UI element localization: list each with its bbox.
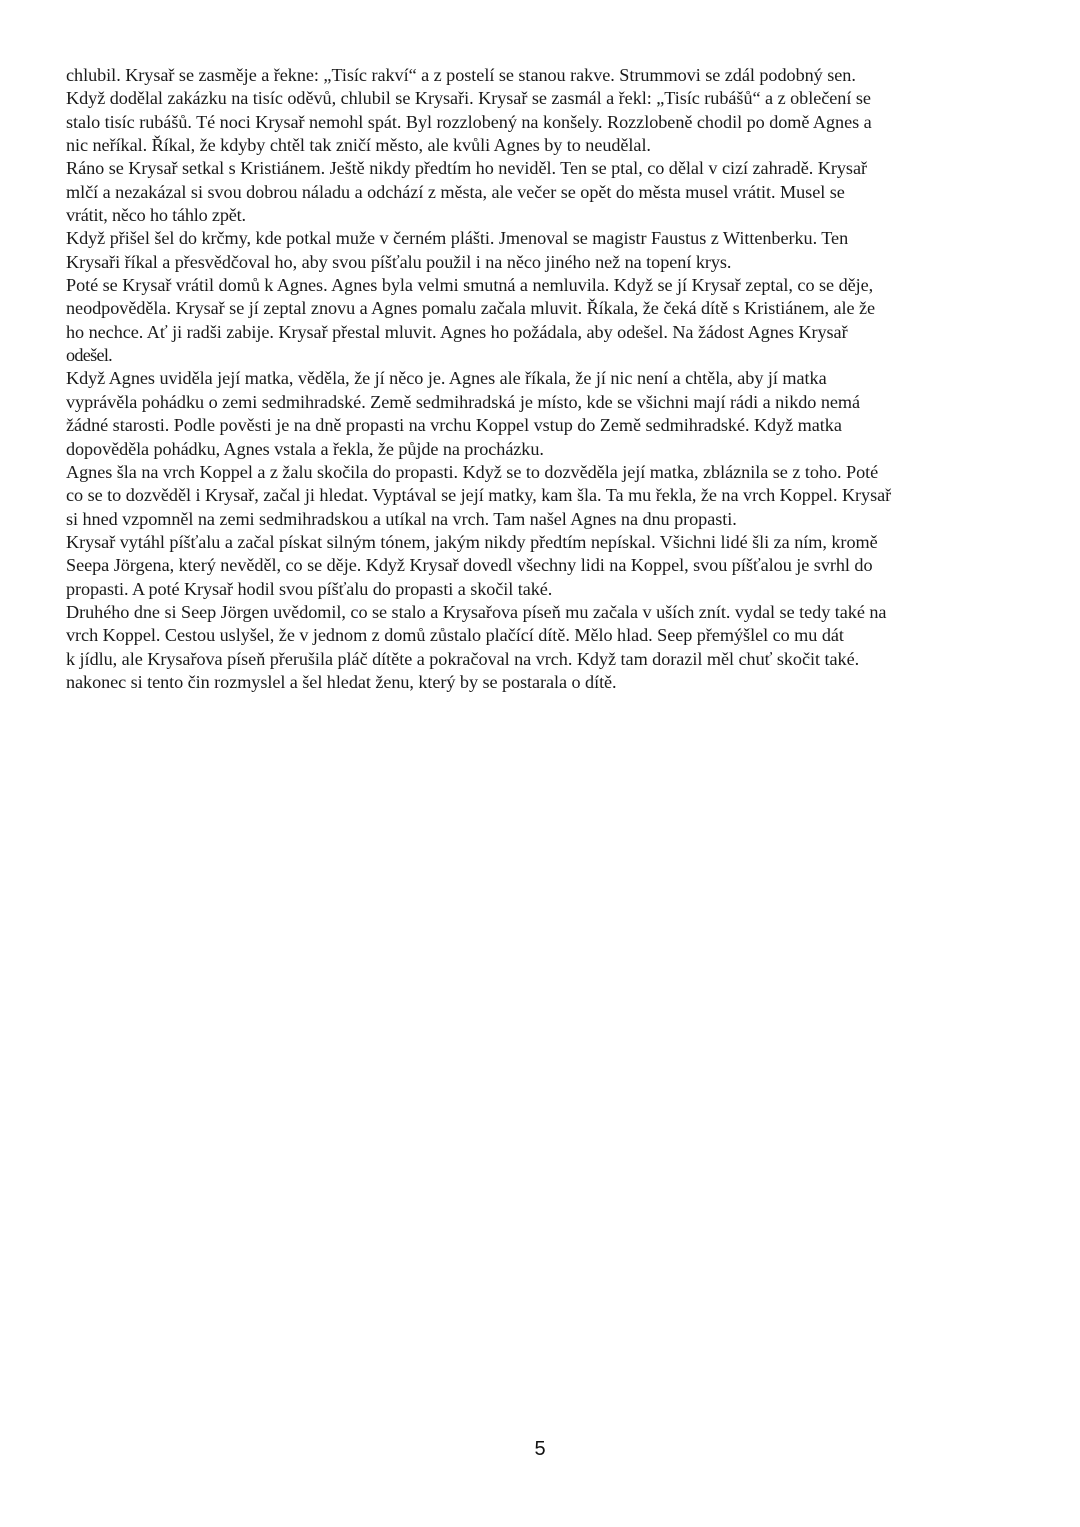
text-line: Když Agnes uviděla její matka, věděla, že jí něco je. Agnes ale říkala, že jí nic není a chtěla, aby jí matka <box>66 368 827 389</box>
text-line: ho nechce. Ať ji radši zabije. Krysař přestal mluvit. Agnes ho požádala, aby odešel. Na žádost Agnes Krysař <box>66 321 848 342</box>
text-line: Druhého dne si Seep Jörgen uvědomil, co se stalo a Krysařova píseň mu začala v uších znít. vydal se tedy také na <box>66 601 887 622</box>
document-body <box>66 64 1026 694</box>
text-line: vrátit, něco ho táhlo zpět. <box>66 205 246 226</box>
text-line: nic neříkal. Říkal, že kdyby chtěl tak zničí město, ale kvůli Agnes by to neudělal. <box>66 135 651 156</box>
text-line: neodpověděla. Krysař se jí zeptal znovu a Agnes pomalu začala mluvit. Říkala, že čeká dítě s Kristiánem, ale že <box>66 298 876 319</box>
text-line: odešel. <box>66 345 113 366</box>
text-line: mlčí a nezakázal si svou dobrou náladu a odchází z města, ale večer se opět do města musel vrátit. Musel se <box>66 181 845 202</box>
text-line: chlubil. Krysař se zasměje a řekne: „Tisíc rakví“ a z postelí se stanou rakve. Strummovi se zdál podobný sen. <box>66 65 856 85</box>
text-line: Agnes šla na vrch Koppel a z žalu skočila do propasti. Když se to dozvěděla její matka, zbláznila se z toho. Poté <box>66 461 879 482</box>
text-line: Když dodělal zakázku na tisíc oděvů, chlubil se Krysaři. Krysař se zasmál a řekl: „Tisíc rubášů“ a z oblečení se <box>66 88 871 109</box>
text-line: žádné starosti. Podle pověsti je na dně propasti na vrchu Koppel vstup do Země sedmihradské. Když matka <box>66 415 842 436</box>
text-line: vrch Koppel. Cestou uslyšel, že v jednom z domů zůstalo plačící dítě. Mělo hlad. Seep přemýšlel co mu dát <box>66 625 844 646</box>
text-line: Krysař vytáhl píšťalu a začal pískat silným tónem, jakým nikdy předtím nepískal. Všichni lidé šli za ním, kromě <box>66 531 878 552</box>
text-line: Ráno se Krysař setkal s Kristiánem. Ještě nikdy předtím ho neviděl. Ten se ptal, co dělal v cizí zahradě. Krysař <box>66 158 867 179</box>
text-line: propasti. A poté Krysař hodil svou píšťalu do propasti a skočil také. <box>66 578 553 599</box>
text-line: Krysaři říkal a přesvědčoval ho, aby svou píšťalu použil i na něco jiného než na topení krys. <box>66 251 732 272</box>
text-line: Poté se Krysař vrátil domů k Agnes. Agnes byla velmi smutná a nemluvila. Když se jí Krysař zeptal, co se děje, <box>66 275 874 296</box>
text-line: stalo tisíc rubášů. Té noci Krysař nemohl spát. Byl rozzlobený na konšely. Rozzlobeně chodil po domě Agnes a <box>66 111 872 132</box>
text-line: si hned vzpomněl na zemi sedmihradskou a utíkal na vrch. Tam našel Agnes na dnu propasti. <box>66 508 737 529</box>
page-number: 5 <box>534 1438 546 1460</box>
text-line: Seepa Jörgena, který nevěděl, co se děje. Když Krysař dovedl všechny lidi na Koppel, svou píšťalou je svrhl do <box>66 555 873 576</box>
text-line: Když přišel šel do krčmy, kde potkal muže v černém plášti. Jmenoval se magistr Faustus z Wittenberku. Ten <box>66 228 849 249</box>
text-line: co se to dozvěděl i Krysař, začal ji hledat. Vyptával se její matky, kam šla. Ta mu řekla, že na vrch Koppel. Krysař <box>66 485 892 506</box>
text-line: nakonec si tento čin rozmyslel a šel hledat ženu, který by se postarala o dítě. <box>66 671 617 692</box>
text-line: dopověděla pohádku, Agnes vstala a řekla, že půjde na procházku. <box>66 438 544 459</box>
text-line: k jídlu, ale Krysařova píseň přerušila pláč dítěte a pokračoval na vrch. Když tam dorazil měl chuť skočit také. <box>66 648 860 669</box>
text-line: vyprávěla pohádku o zemi sedmihradské. Země sedmihradská je místo, kde se všichni mají rádi a nikdo nemá <box>66 391 861 412</box>
